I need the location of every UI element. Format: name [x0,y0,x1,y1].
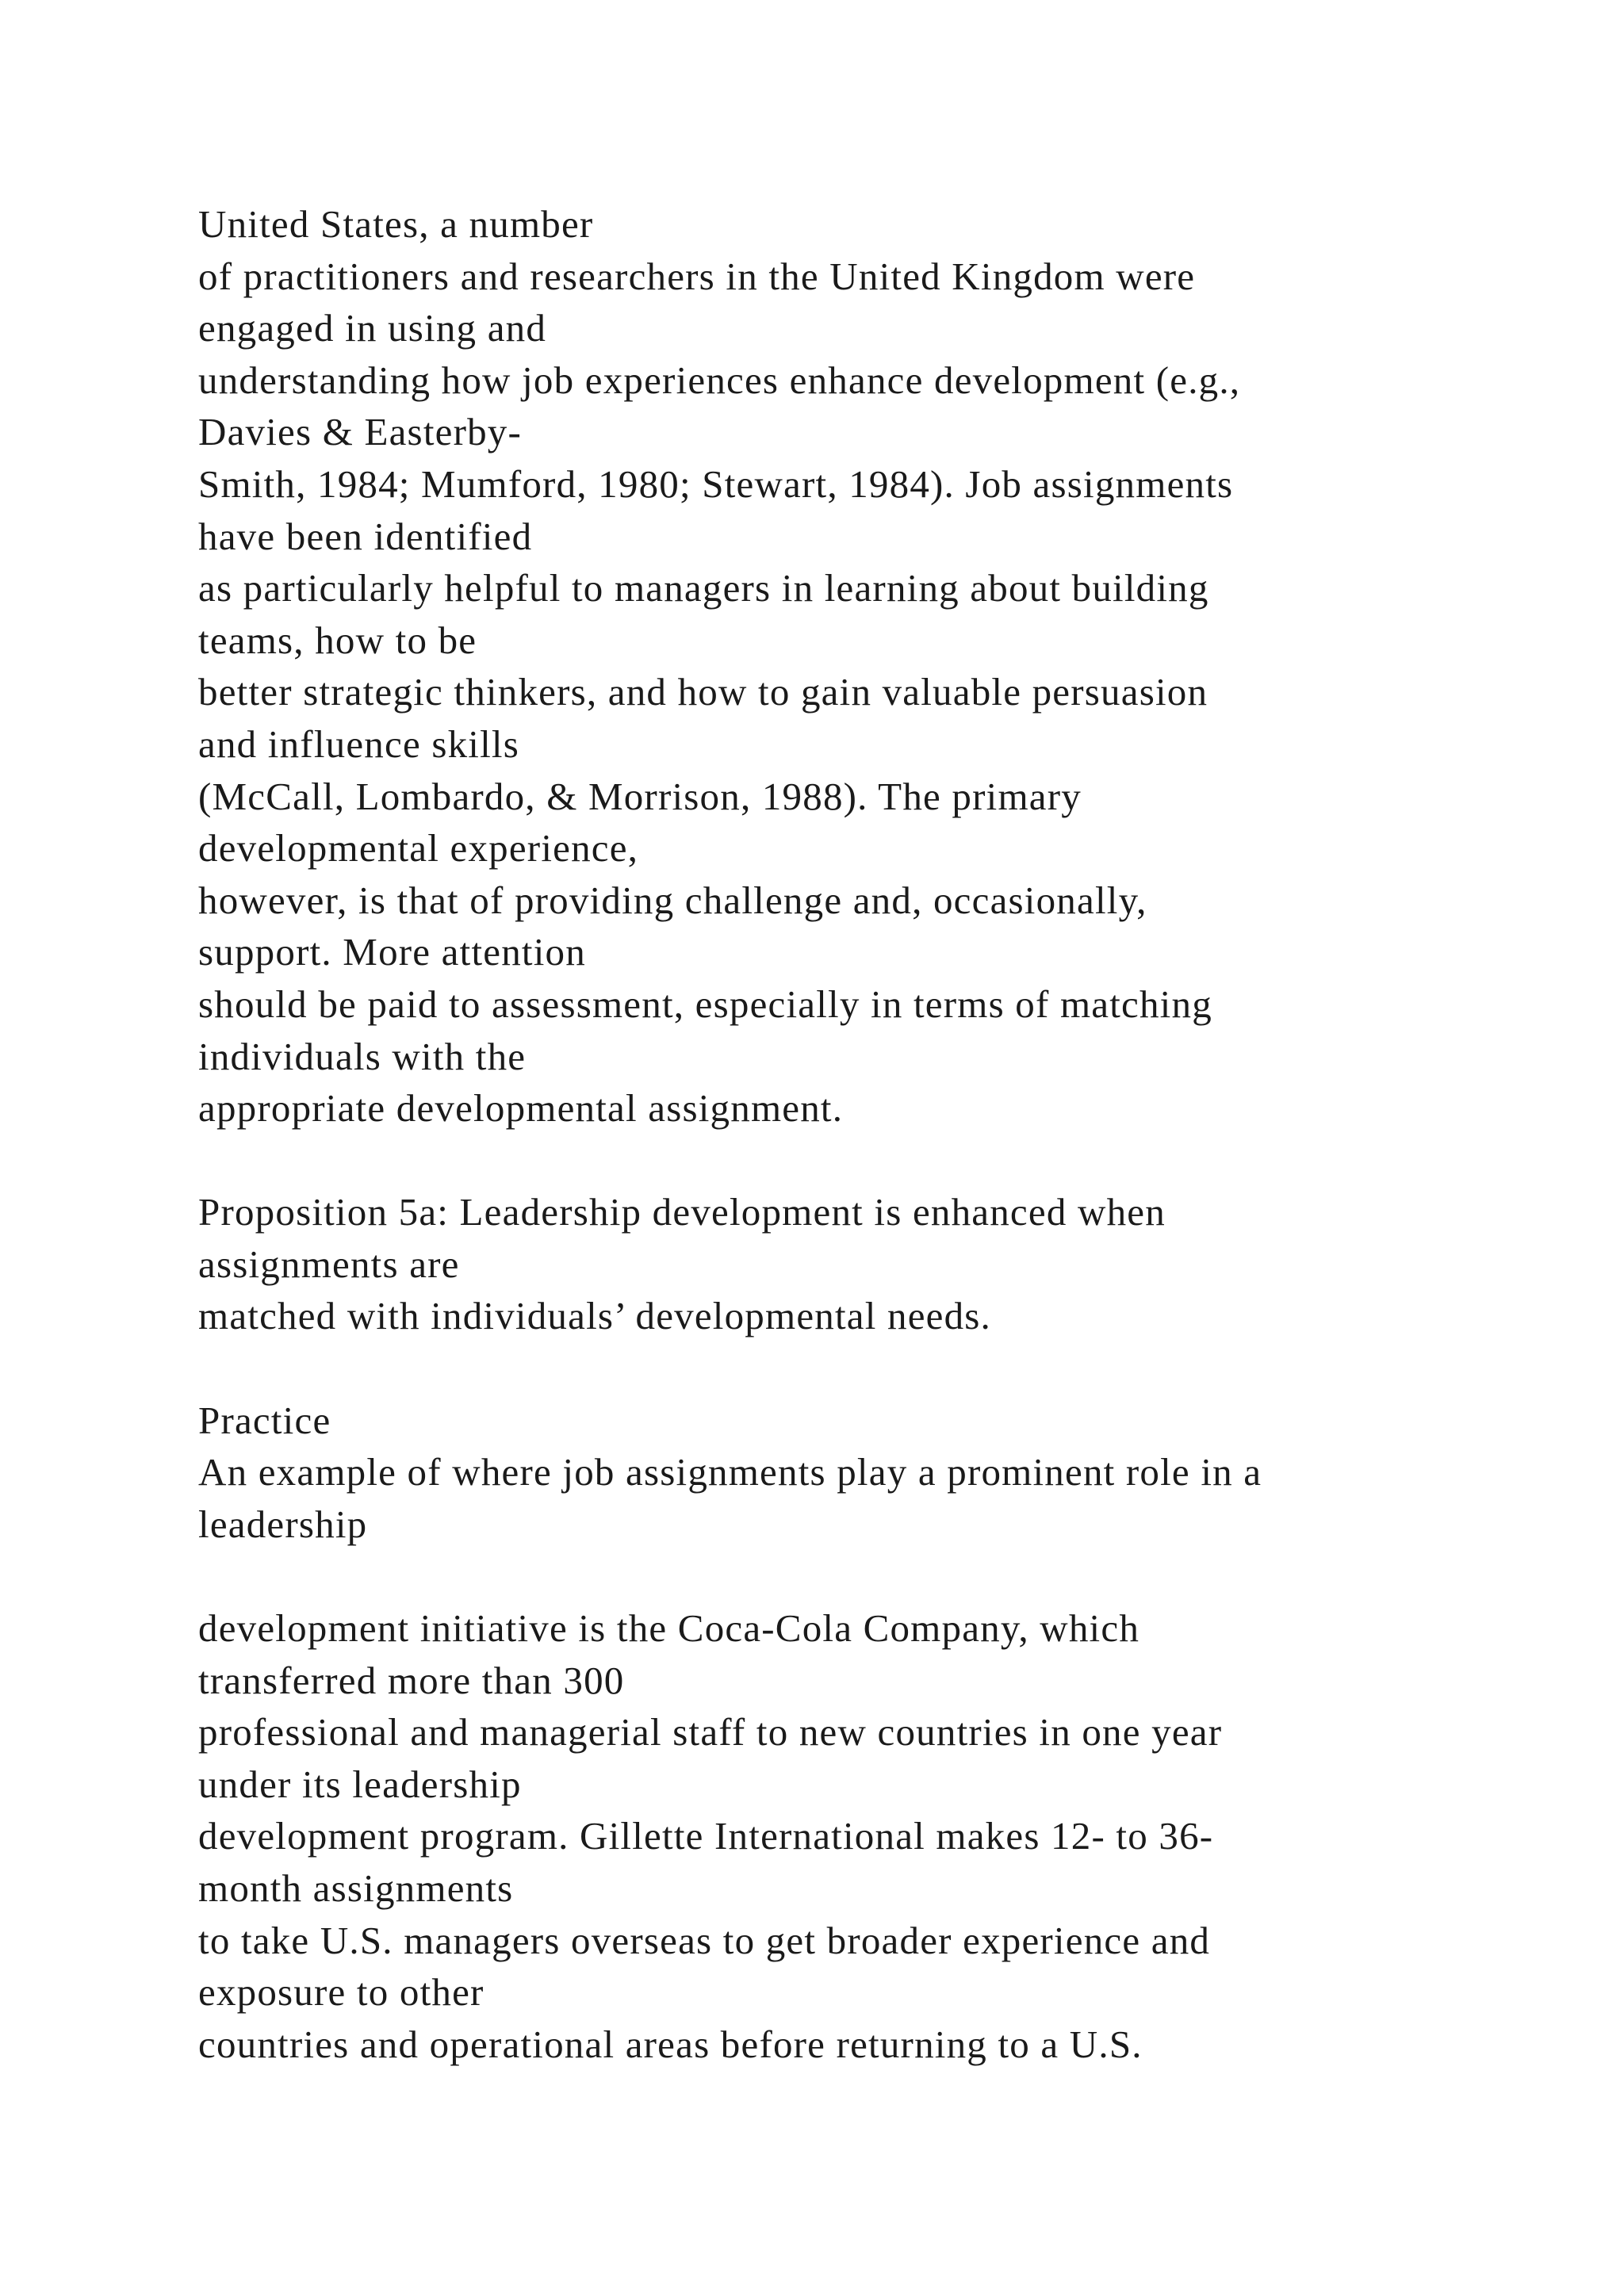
text-line: An example of where job assignments play a prominent role in a [198,1450,1262,1494]
blank-line [198,1342,1546,1395]
text-line: engaged in using and [198,306,547,350]
text-line: appropriate developmental assignment. [198,1086,844,1131]
body-text [198,198,1546,2070]
text-line: leadership [198,1502,368,1546]
text-line: development initiative is the Coca-Cola Company, which [198,1606,1140,1651]
blank-line [198,1550,1546,1602]
text-line: transferred more than 300 [198,1658,625,1702]
section-heading: Practice [198,1398,331,1442]
text-line: professional and managerial staff to new countries in one year [198,1710,1223,1755]
proposition-line: assignments are [198,1242,460,1286]
text-line: of practitioners and researchers in the United Kingdom were [198,254,1196,298]
text-line: exposure to other [198,1970,485,2015]
text-line: Davies & Easterby- [198,410,523,454]
text-line: Smith, 1984; Mumford, 1980; Stewart, 1984). Job assignments [198,461,1234,506]
proposition-line: Proposition 5a: Leadership development is enhanced when [198,1190,1166,1234]
text-line: have been identified [198,514,533,558]
text-line: however, is that of providing challenge and, occasionally, [198,878,1147,922]
text-line: under its leadership [198,1762,522,1806]
text-line: developmental experience, [198,826,639,871]
text-line: as particularly helpful to managers in learning about building [198,566,1209,610]
text-line: individuals with the [198,1034,527,1078]
blank-line [198,1135,1546,1187]
text-line: month assignments [198,1866,514,1910]
text-line: to take U.S. managers overseas to get broader experience and [198,1918,1211,1962]
text-line: development program. Gillette International makes 12- to 36- [198,1814,1214,1858]
text-line: understanding how job experiences enhance development (e.g., [198,358,1241,402]
text-line: better strategic thinkers, and how to gain valuable persuasion [198,670,1208,714]
text-line: (McCall, Lombardo, & Morrison, 1988). The primary [198,774,1082,818]
proposition-line: matched with individuals’ developmental needs. [198,1294,992,1338]
text-line: support. More attention [198,930,586,974]
text-line: United States, a number [198,202,594,246]
text-line: and influence skills [198,721,520,766]
text-line: should be paid to assessment, especially in terms of matching [198,982,1212,1026]
text-line: countries and operational areas before returning to a U.S. [198,2022,1143,2066]
text-line: teams, how to be [198,618,477,662]
